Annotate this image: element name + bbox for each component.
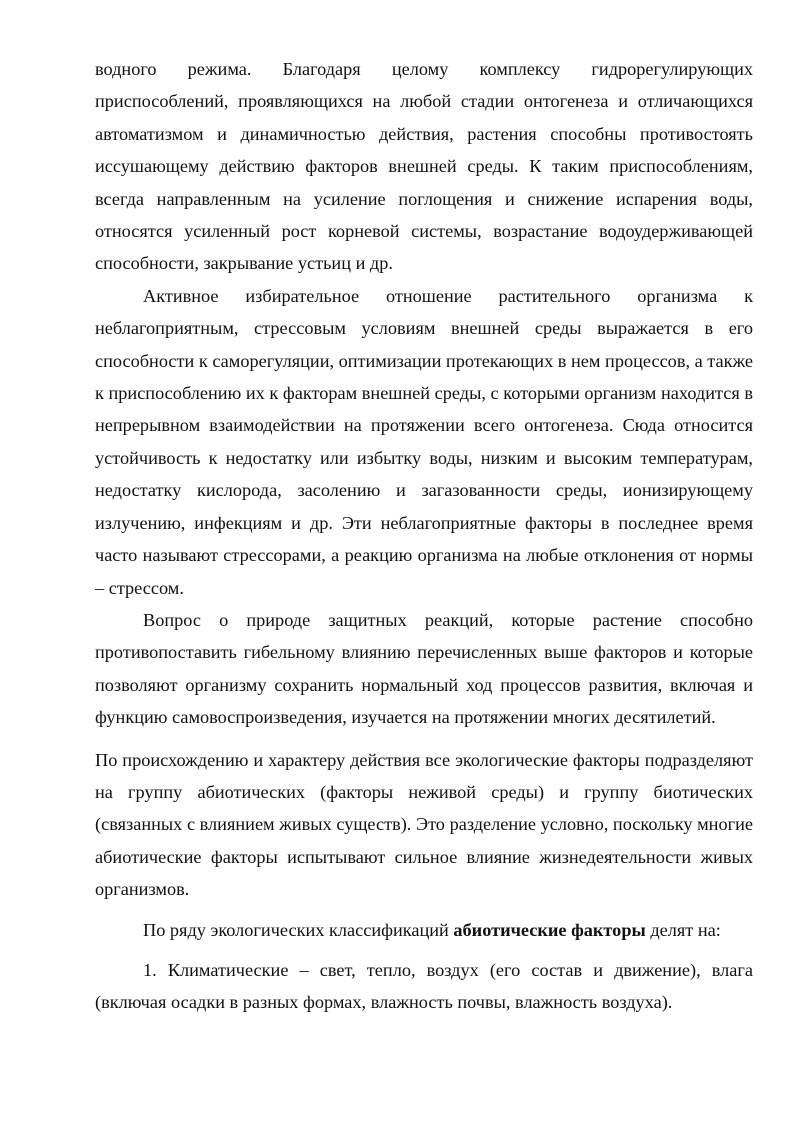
- list-item-number: 1.: [143, 959, 157, 980]
- paragraph-abiotic-intro: [95, 914, 753, 946]
- abiotic-intro-prefix: По ряду экологических классификаций: [143, 919, 454, 940]
- paragraph-protective-reactions: Вопрос о природе защитных реакций, которые растение способно противопоставить гибельному влиянию перечисленных выше факторов и которые позволяют организму сохранить нормальный ход процессов развития, включая и функцию самовоспроизведения, изучается на протяжении многих десятилетий.: [95, 609, 753, 728]
- paragraph-water-regime: водного режима. Благодаря целому комплексу гидрорегулирующих приспособлений, проявляющихся на любой стадии онтогенеза и отличающихся автоматизмом и динамичностью действия, растения способны противостоять иссушающему действию факторов внешней среды. К таким приспособлениям, всегда направленным на усиление поглощения и снижение испарения воды, относятся усиленный рост корневой системы, возрастание водоудерживающей способности, закрывание устьиц и др.: [95, 59, 753, 274]
- document-page: [95, 53, 753, 1018]
- abiotic-intro-suffix: делят на:: [645, 919, 721, 940]
- paragraph-factor-classification: По происхождению и характеру действия все экологические факторы подразделяют на группу абиотических (факторы неживой среды) и группу биотических (связанных с влиянием живых существ). Это разделение условно, поскольку многие абиотические факторы испытывают сильное влияние жизнедеятельности живых организмов.: [95, 749, 753, 900]
- list-item-climatic: [95, 954, 753, 1018]
- paragraph-active-selective-relation: Активное избирательное отношение растительного организма к неблагоприятным, стрессовым условиям внешней среды выражается в его способности к саморегуляции, оптимизации протекающих в нем процессов, а также к приспособлению их к факторам внешней среды, с которыми организм находится в непрерывном взаимодействии на протяжении всего онтогенеза. Сюда относится устойчивость к недостатку или избытку воды, низким и высоким температурам, недостатку кислорода, засолению и загазованности среды, ионизирующему излучению, инфекциям и др. Эти неблагоприятные факторы в последнее время часто называют стрессорами, а реакцию организма на любые отклонения от нормы – стрессом.: [95, 285, 753, 598]
- list-item-text: Климатические – свет, тепло, воздух (его состав и движение), влага (включая осадки в разных формах, влажность почвы, влажность воздуха).: [95, 959, 753, 1012]
- abiotic-factors-term: абиотические факторы: [453, 919, 646, 940]
